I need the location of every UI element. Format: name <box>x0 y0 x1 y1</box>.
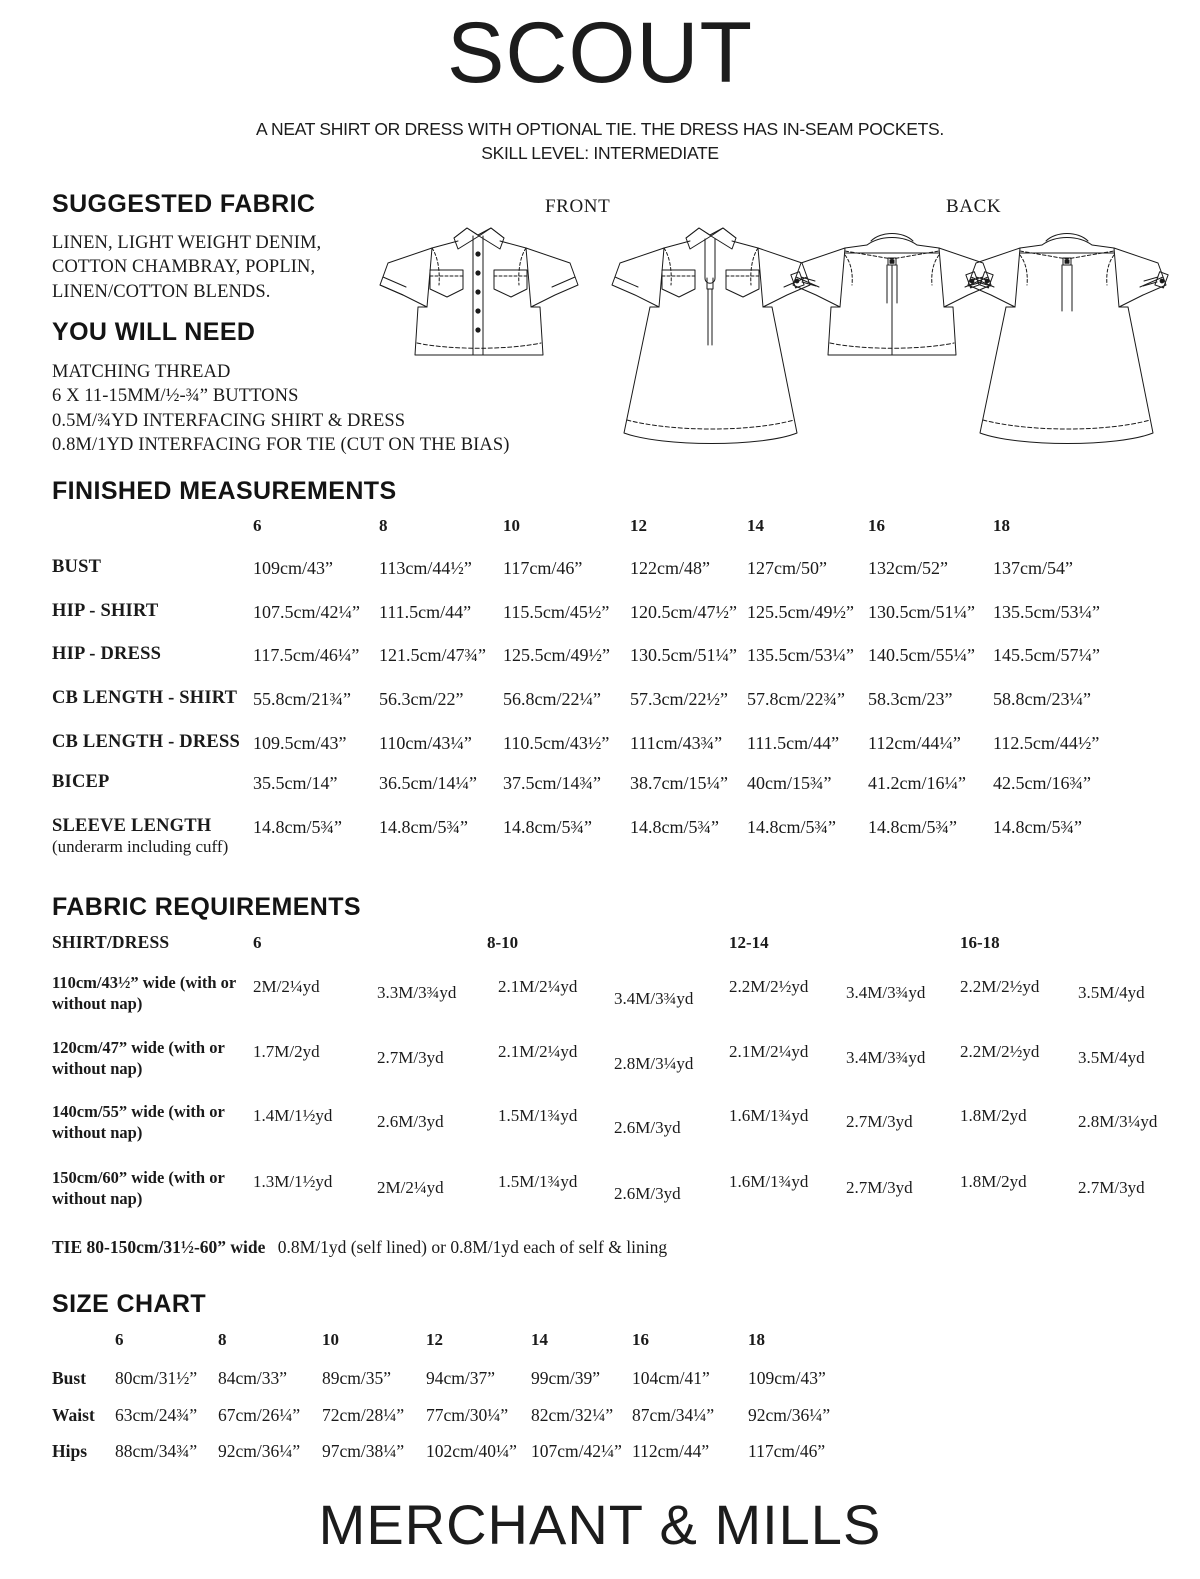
fm-cell: 57.8cm/22¾” <box>747 689 845 709</box>
fm-cell: 111.5cm/44” <box>379 602 472 622</box>
fm-cell: 132cm/52” <box>868 558 948 578</box>
fm-cell: 125.5cm/49½” <box>503 645 610 665</box>
sc-cell: 63cm/24¾” <box>115 1405 198 1425</box>
page-subtitle <box>0 118 1200 165</box>
fr-cell: 2.6M/3yd <box>614 1184 681 1203</box>
fm-cell: 14.8cm/5¾” <box>253 817 342 837</box>
sc-size-header: 8 <box>218 1330 227 1349</box>
fm-size-header: 16 <box>868 516 885 535</box>
fr-cell: 2M/2¼yd <box>377 1178 444 1197</box>
fr-size-group-header: 6 <box>253 933 262 952</box>
fr-cell: 2.7M/3yd <box>377 1048 444 1067</box>
sc-cell: 87cm/34¼” <box>632 1405 715 1425</box>
fr-size-group-header: 8-10 <box>487 933 519 952</box>
finished-measurements-heading: FINISHED MEASUREMENTS <box>52 477 397 505</box>
fr-size-group-header: 12-14 <box>729 933 769 952</box>
sc-row-label: Waist <box>52 1405 95 1425</box>
suggested-fabric-line: COTTON CHAMBRAY, POPLIN, <box>52 257 316 278</box>
fm-cell: 14.8cm/5¾” <box>379 817 468 837</box>
fm-row-label: HIP - SHIRT <box>52 601 159 621</box>
sc-cell: 92cm/36¼” <box>748 1405 831 1425</box>
fm-size-header: 12 <box>630 516 647 535</box>
garment-technical-drawings <box>370 215 1180 475</box>
fr-cell: 2.2M/2½yd <box>960 977 1040 996</box>
sc-cell: 72cm/28¼” <box>322 1405 405 1425</box>
fm-cell: 14.8cm/5¾” <box>993 817 1082 837</box>
fm-cell: 112.5cm/44½” <box>993 733 1100 753</box>
fm-cell: 125.5cm/49½” <box>747 602 854 622</box>
fr-cell: 2.1M/2¼yd <box>498 1042 578 1061</box>
fm-cell: 107.5cm/42¼” <box>253 602 360 622</box>
brand-footer: MERCHANT & MILLS <box>318 1493 882 1556</box>
fm-cell: 135.5cm/53¼” <box>747 645 854 665</box>
sc-cell: 88cm/34¾” <box>115 1441 198 1461</box>
fm-cell: 41.2cm/16¼” <box>868 773 966 793</box>
sc-size-header: 18 <box>748 1330 765 1349</box>
fm-cell: 112cm/44¼” <box>868 733 961 753</box>
fr-cell: 3.4M/3¾yd <box>846 983 926 1002</box>
fm-cell: 35.5cm/14” <box>253 773 338 793</box>
pattern-description: A NEAT SHIRT OR DRESS WITH OPTIONAL TIE. THE DRESS HAS IN-SEAM POCKETS. <box>256 119 944 139</box>
sc-cell: 97cm/38¼” <box>322 1441 405 1461</box>
sc-size-header: 16 <box>632 1330 649 1349</box>
fabric-requirements-heading: FABRIC REQUIREMENTS <box>52 893 362 921</box>
fr-row-label: 150cm/60” wide (with or without nap) <box>52 1168 225 1209</box>
fr-row-header: SHIRT/DRESS <box>52 932 170 952</box>
fm-cell: 135.5cm/53¼” <box>993 602 1100 622</box>
sc-cell: 112cm/44” <box>632 1441 710 1461</box>
fr-cell: 2.7M/3yd <box>846 1178 913 1197</box>
sc-size-header: 6 <box>115 1330 124 1349</box>
fr-row-label: 120cm/47” wide (with or without nap) <box>52 1038 225 1079</box>
suggested-fabric-heading: SUGGESTED FABRIC <box>52 190 316 218</box>
fr-cell: 2.2M/2½yd <box>960 1042 1040 1061</box>
fm-cell: 55.8cm/21¾” <box>253 689 351 709</box>
fr-cell: 3.4M/3¾yd <box>846 1048 926 1067</box>
fm-cell: 117.5cm/46¼” <box>253 645 360 665</box>
fm-cell: 130.5cm/51¼” <box>630 645 737 665</box>
sc-cell: 84cm/33” <box>218 1368 288 1388</box>
fr-cell: 2.8M/3¼yd <box>1078 1112 1158 1131</box>
fr-cell: 3.5M/4yd <box>1078 983 1145 1002</box>
fm-cell: 14.8cm/5¾” <box>630 817 719 837</box>
fm-cell: 115.5cm/45½” <box>503 602 610 622</box>
back-shirt-illustration <box>791 234 993 356</box>
fm-cell: 122cm/48” <box>630 558 710 578</box>
fm-cell: 38.7cm/15¼” <box>630 773 728 793</box>
fm-cell: 110cm/43¼” <box>379 733 472 753</box>
fr-cell: 3.5M/4yd <box>1078 1048 1145 1067</box>
sc-cell: 104cm/41” <box>632 1368 710 1388</box>
fr-cell: 2.8M/3¼yd <box>614 1054 694 1073</box>
sc-cell: 89cm/35” <box>322 1368 392 1388</box>
fr-cell: 3.4M/3¾yd <box>614 989 694 1008</box>
sc-cell: 82cm/32¼” <box>531 1405 614 1425</box>
you-will-need-line: 6 X 11-15MM/½-¾” BUTTONS <box>52 386 299 407</box>
fr-size-group-header: 16-18 <box>960 933 1000 952</box>
front-dress-illustration <box>612 228 810 444</box>
fm-cell: 111cm/43¾” <box>630 733 723 753</box>
fm-size-header: 8 <box>379 516 388 535</box>
fm-cell: 137cm/54” <box>993 558 1073 578</box>
sc-size-header: 14 <box>531 1330 548 1349</box>
sc-cell: 117cm/46” <box>748 1441 826 1461</box>
front-shirt-illustration <box>380 228 578 355</box>
sc-cell: 94cm/37” <box>426 1368 496 1388</box>
back-view-label: BACK <box>946 196 1002 217</box>
fm-size-header: 18 <box>993 516 1010 535</box>
fr-cell: 2.7M/3yd <box>1078 1178 1145 1197</box>
sc-cell: 102cm/40¼” <box>426 1441 517 1461</box>
fr-cell: 1.6M/1¾yd <box>729 1172 809 1191</box>
sc-cell: 99cm/39” <box>531 1368 601 1388</box>
sc-cell: 77cm/30¼” <box>426 1405 509 1425</box>
fr-cell: 2.1M/2¼yd <box>498 977 578 996</box>
fm-cell: 140.5cm/55¼” <box>868 645 975 665</box>
fm-row-label: BICEP <box>52 772 110 792</box>
fm-cell: 117cm/46” <box>503 558 583 578</box>
fm-cell: 111.5cm/44” <box>747 733 840 753</box>
fm-cell: 58.3cm/23” <box>868 689 953 709</box>
you-will-need-line: 0.8M/1YD INTERFACING FOR TIE (CUT ON THE BIAS) <box>52 435 510 456</box>
sc-cell: 80cm/31½” <box>115 1368 198 1388</box>
fm-size-header: 6 <box>253 516 262 535</box>
fm-cell: 56.3cm/22” <box>379 689 464 709</box>
fm-cell: 109cm/43” <box>253 558 333 578</box>
fr-cell: 1.6M/1¾yd <box>729 1106 809 1125</box>
tie-label: TIE 80-150cm/31½-60” wide <box>52 1237 266 1257</box>
fm-row-label: BUST <box>52 557 102 577</box>
size-chart-heading: SIZE CHART <box>52 1290 206 1318</box>
fm-cell: 40cm/15¾” <box>747 773 832 793</box>
fr-row-label: 110cm/43½” wide (with or without nap) <box>52 973 236 1014</box>
fm-cell: 130.5cm/51¼” <box>868 602 975 622</box>
fr-cell: 1.7M/2yd <box>253 1042 320 1061</box>
fm-size-header: 10 <box>503 516 520 535</box>
page-title: SCOUT <box>447 5 753 101</box>
sc-row-label: Hips <box>52 1441 88 1461</box>
fr-cell: 2.6M/3yd <box>377 1112 444 1131</box>
sc-cell: 109cm/43” <box>748 1368 826 1388</box>
sc-cell: 92cm/36¼” <box>218 1441 301 1461</box>
fm-cell: 14.8cm/5¾” <box>747 817 836 837</box>
fr-cell: 1.3M/1½yd <box>253 1172 333 1191</box>
fm-cell: 121.5cm/47¾” <box>379 645 486 665</box>
fr-cell: 1.5M/1¾yd <box>498 1106 578 1125</box>
fm-cell: 58.8cm/23¼” <box>993 689 1091 709</box>
fm-cell: 110.5cm/43½” <box>503 733 610 753</box>
fm-cell: 113cm/44½” <box>379 558 472 578</box>
fr-cell: 3.3M/3¾yd <box>377 983 457 1002</box>
fm-cell: 42.5cm/16¾” <box>993 773 1091 793</box>
sc-row-label: Bust <box>52 1368 87 1388</box>
fm-cell: 14.8cm/5¾” <box>503 817 592 837</box>
fm-cell: 109.5cm/43” <box>253 733 347 753</box>
you-will-need-line: 0.5M/¾YD INTERFACING SHIRT & DRESS <box>52 410 406 431</box>
fm-cell: 56.8cm/22¼” <box>503 689 601 709</box>
tie-requirements <box>52 1237 667 1258</box>
fm-cell: 37.5cm/14¾” <box>503 773 601 793</box>
suggested-fabric-line: LINEN/COTTON BLENDS. <box>52 281 271 302</box>
fm-cell: 127cm/50” <box>747 558 827 578</box>
back-dress-illustration <box>966 234 1168 444</box>
tie-value: 0.8M/1yd (self lined) or 0.8M/1yd each of self & lining <box>277 1237 668 1257</box>
fr-cell: 2.1M/2¼yd <box>729 1042 809 1061</box>
fr-cell: 1.8M/2yd <box>960 1172 1027 1191</box>
fm-cell: 14.8cm/5¾” <box>868 817 957 837</box>
fr-cell: 2M/2¼yd <box>253 977 320 996</box>
suggested-fabric-list <box>52 231 321 304</box>
sc-size-header: 12 <box>426 1330 443 1349</box>
you-will-need-heading: YOU WILL NEED <box>52 318 256 346</box>
fm-row-label: CB LENGTH - SHIRT <box>52 688 238 708</box>
fm-size-header: 14 <box>747 516 764 535</box>
front-view-label: FRONT <box>545 196 611 217</box>
skill-level: SKILL LEVEL: INTERMEDIATE <box>481 142 719 163</box>
fm-row-label: CB LENGTH - DRESS <box>52 732 240 752</box>
suggested-fabric-line: LINEN, LIGHT WEIGHT DENIM, <box>52 233 322 253</box>
fr-row-label: 140cm/55” wide (with or without nap) <box>52 1102 225 1143</box>
fm-cell: 120.5cm/47½” <box>630 602 737 622</box>
sc-size-header: 10 <box>322 1330 339 1349</box>
fr-cell: 2.2M/2½yd <box>729 977 809 996</box>
fm-row-label: SLEEVE LENGTH (underarm including cuff) <box>52 816 229 856</box>
fr-cell: 1.5M/1¾yd <box>498 1172 578 1191</box>
sc-cell: 107cm/42¼” <box>531 1441 622 1461</box>
fm-cell: 57.3cm/22½” <box>630 689 728 709</box>
fr-cell: 2.7M/3yd <box>846 1112 913 1131</box>
fr-cell: 2.6M/3yd <box>614 1118 681 1137</box>
fm-cell: 36.5cm/14¼” <box>379 773 477 793</box>
sc-cell: 67cm/26¼” <box>218 1405 301 1425</box>
fm-row-label: HIP - DRESS <box>52 644 162 664</box>
fr-cell: 1.4M/1½yd <box>253 1106 333 1125</box>
fm-row-sublabel: (underarm including cuff) <box>52 837 229 856</box>
you-will-need-line: MATCHING THREAD <box>52 362 231 382</box>
fr-cell: 1.8M/2yd <box>960 1106 1027 1125</box>
fm-cell: 145.5cm/57¼” <box>993 645 1100 665</box>
